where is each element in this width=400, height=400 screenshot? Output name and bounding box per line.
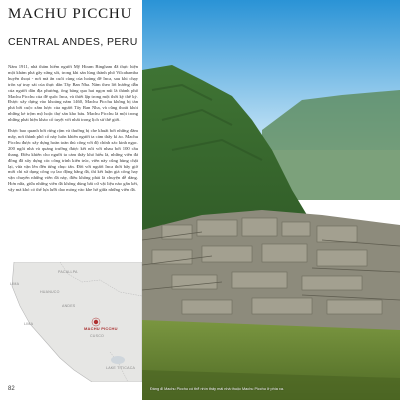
photo-graphic <box>142 0 400 400</box>
map-graphic <box>0 262 142 382</box>
article-body <box>8 64 138 198</box>
photo-caption: Đáng đi Machu Picchu có thể nhìn thấy mái nhà thuộc Machu Picchu ở phía xa. <box>150 387 284 391</box>
map-label: ANDES <box>62 304 76 308</box>
map-label: CUSCO <box>90 334 104 338</box>
map-label-machu-picchu: MACHU PICCHU <box>84 326 118 331</box>
location-marker <box>94 320 98 324</box>
map-label: PACALLPA <box>58 270 78 274</box>
article-paragraph: Được bao quanh bởi rừng rậm và thường bị che khuất bởi những đám mây, nơi thành phố cổ này luôn khiến người ta cảm thấy kì ảo. Machu Picchu được xây dựng hoàn toàn thủ công với độ chính xác kinh ngạc. 200 ngôi nhà và quảng trường được kết nối với nhau bởi 100 cầu thang. Điều khiến cho người ta cảm thấy khó hiểu là, những viên đá đồng đã xây dựng các công trình kiến trúc, viên này cũng hùng chặt lại, vừa vặn lên đến từng chục tấn. Đời với người Inca thời bấy giờ mới chỉ sử dụng công cụ lao động bằng đá, thì kết luận giả công hay vận chuyển những viên đá này, điều không phải là chuyện dễ dàng. Hơn nữa, giữa những viên đá không dùng bất cứ vật liệu nào gắn kết, vậy mà khó có thể lựa lưỡi dao mỏng vào khe hở giữa những viên đá. <box>8 128 138 193</box>
machu-picchu-photo <box>142 0 400 400</box>
map-label: LAKE TITICACA <box>106 366 136 370</box>
article-paragraph: Năm 1911, nhà thám hiểm người Mỹ Hiram Bingham đã thực hiện một khám phá gây sửng sốt, trong khi săn lùng thành phố Vilcabamba huyền thoại - nơi mà ấn cuối cùng của hoàng đế Inca, sau khi chạy trốn sự truy sát của thực dân Tây Ban Nha. Năm theo lời hướng dẫn của người dân địa phương, ông băng qua hai ngọn núi là thành phố Machu Picchu của đế quốc Inca, và thiết lập trong một thời kỳ thế kỷ. Được xây dựng vào khoảng năm 1460, Machu Picchu không bị tàn phá bởi cuộc xâm lược của người Tây Ban Nha, và cũng thoát khỏi những kẻ trộm mộ hoặc thợ săn kho báu. Machu Picchu là một trong những phát hiện khảo cổ tuyệt vời nhất trong lịch sử thế giới. <box>8 64 138 123</box>
map-label: LIMA <box>24 322 34 326</box>
location-map <box>0 262 142 382</box>
map-label: HUANUCO <box>40 290 60 294</box>
page-number: 82 <box>8 386 15 392</box>
page-subtitle: CENTRAL ANDES, PERU <box>8 36 138 48</box>
page-title: MACHU PICCHU <box>8 6 133 22</box>
text-column <box>0 0 142 400</box>
map-label: LIMA <box>10 282 20 286</box>
